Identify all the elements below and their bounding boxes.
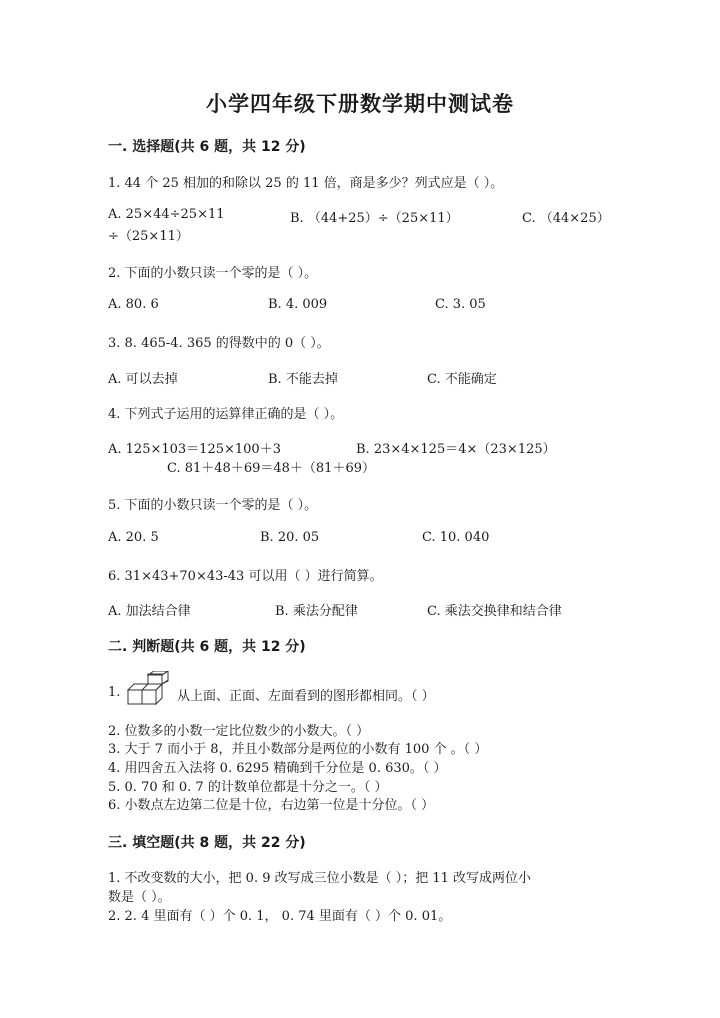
page-title: 小学四年级下册数学期中测试卷 (206, 92, 514, 116)
option: B. 20. 05 (260, 530, 320, 545)
fill-blank-question: 1. 不改变数的大小，把 0. 9 改写成三位小数是（ ）；把 11 改写成两位小 (108, 871, 532, 886)
option: A. 加法结合律 (108, 604, 191, 619)
question-stem: 4. 下列式子运用的运算律正确的是（ ）。 (108, 407, 344, 422)
option: A. 80. 6 (108, 297, 159, 312)
option: A. 可以去掉 (108, 372, 178, 387)
option: B. 23×4×125＝4×（23×125） (356, 442, 556, 457)
question-stem: 5. 下面的小数只读一个零的是（ ）。 (108, 498, 318, 513)
judgement-statement: 3. 大于 7 而小于 8，并且小数部分是两位的小数有 100 个 。（ ） (108, 742, 488, 757)
option: B. 4. 009 (268, 297, 328, 312)
option: B. 不能去掉 (268, 372, 338, 387)
option: C. 81＋48＋69＝48＋（81＋69） (167, 461, 376, 476)
question-stem: 2. 下面的小数只读一个零的是（ ）。 (108, 266, 318, 281)
section-heading-judgement: 二. 判断题(共 6 题，共 12 分) (108, 639, 306, 655)
option: C. 不能确定 (427, 372, 497, 387)
judgement-statement: 从上面、正面、左面看到的图形都相同。（ ） (177, 689, 435, 704)
question-stem: 1. 44 个 25 相加的和除以 25 的 11 倍，商是多少？列式应是（ ）。 (108, 176, 504, 191)
question-stem: 3. 8. 465-4. 365 的得数中的 0（ ）。 (108, 336, 330, 351)
question-number: 1. (108, 685, 121, 700)
cube-figure-icon (127, 671, 173, 709)
option: C. 10. 040 (422, 530, 490, 545)
question-stem: 6. 31×43+70×43-43 可以用（ ）进行简算。 (108, 569, 383, 584)
section-heading-choice: 一. 选择题(共 6 题，共 12 分) (108, 139, 306, 155)
option: A. 20. 5 (108, 530, 159, 545)
judgement-statement: 2. 位数多的小数一定比位数少的小数大。（ ） (108, 724, 370, 739)
judgement-statement: 6. 小数点左边第二位是十位，右边第一位是十分位。（ ） (108, 798, 435, 813)
section-heading-fill-blank: 三. 填空题(共 8 题，共 22 分) (108, 835, 306, 851)
judgement-statement: 5. 0. 70 和 0. 7 的计数单位都是十分之一。（ ） (108, 780, 388, 795)
option: B. （44+25）÷（25×11） (290, 211, 459, 226)
option: C. 乘法交换律和结合律 (427, 604, 562, 619)
option-continuation: ÷（25×11） (108, 229, 189, 244)
judgement-statement: 4. 用四舍五入法将 0. 6295 精确到千分位是 0. 630。（ ） (108, 761, 447, 776)
option: A. 125×103＝125×100＋3 (108, 442, 281, 457)
option: B. 乘法分配律 (275, 604, 358, 619)
option: C. （44×25） (522, 211, 610, 226)
fill-blank-question: 2. 2. 4 里面有（ ）个 0. 1， 0. 74 里面有（ ）个 0. 01。 (108, 909, 452, 924)
option: C. 3. 05 (435, 297, 486, 312)
option: A. 25×44÷25×11 (108, 207, 225, 222)
fill-blank-question: 数是（ ）。 (108, 890, 171, 905)
